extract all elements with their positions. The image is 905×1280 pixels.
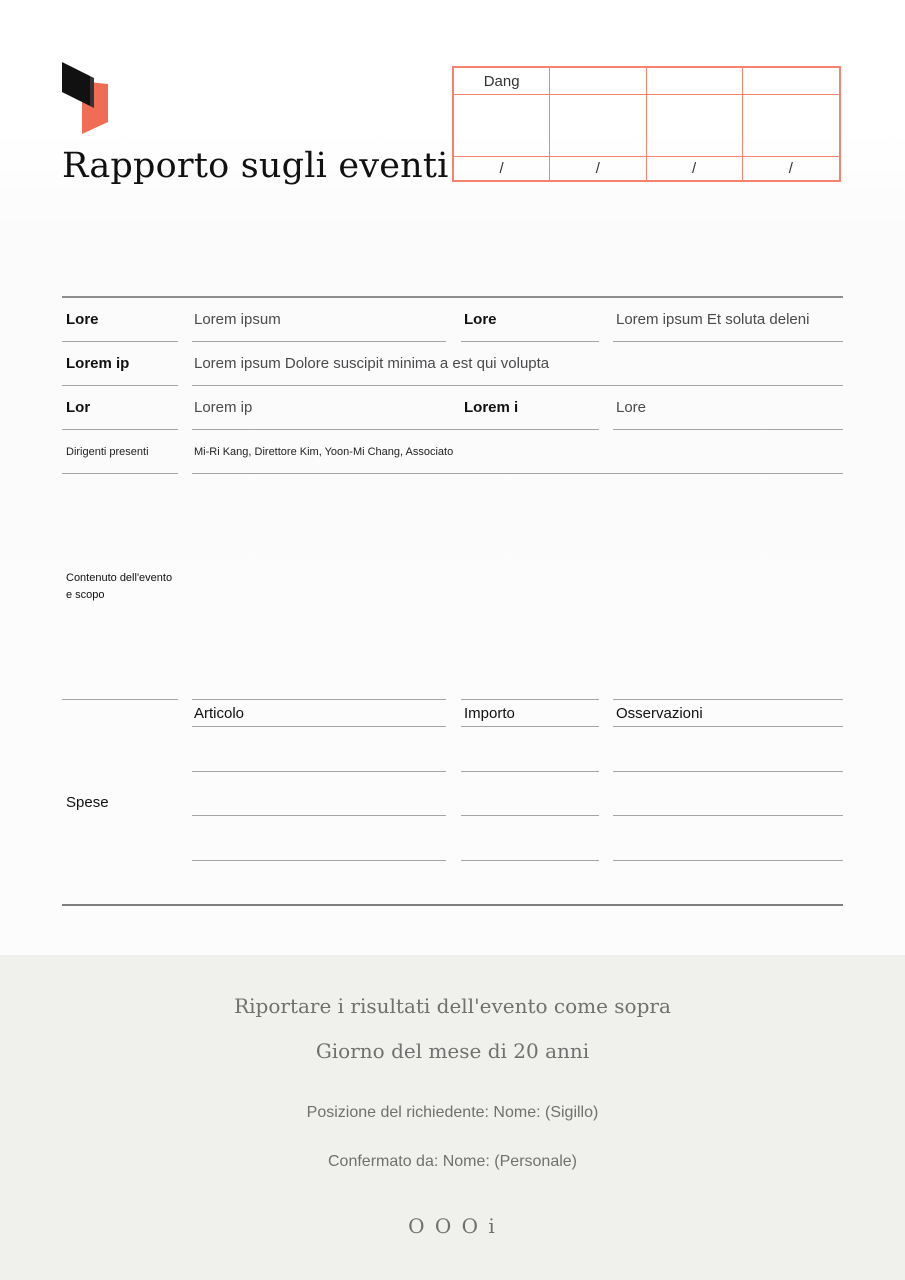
row1-label-right: Lore	[464, 311, 497, 328]
approval-date-4[interactable]: /	[788, 160, 793, 177]
expense-row-line[interactable]	[461, 815, 599, 816]
approval-date-2[interactable]: /	[550, 157, 646, 180]
row1-value-left[interactable]: Lorem ipsum	[194, 311, 281, 328]
expense-column-notes: Osservazioni	[616, 705, 703, 722]
table-top-rule	[62, 296, 843, 298]
divider	[192, 726, 446, 727]
divider	[192, 429, 599, 430]
content-purpose-label-line1: Contenuto dell'evento	[66, 572, 173, 584]
report-statement: Riportare i risultati dell'evento come sopra	[234, 994, 671, 1018]
row3-value-left[interactable]: Lorem ip	[194, 399, 253, 416]
divider	[62, 429, 178, 430]
confirmer-signature-line[interactable]: Confermato da: Nome: (Personale)	[328, 1153, 577, 1170]
divider	[62, 699, 178, 700]
expense-column-amount: Importo	[464, 705, 515, 722]
attendees-value[interactable]: Mi-Ri Kang, Direttore Kim, Yoon-Mi Chang, Associato	[194, 446, 454, 458]
approval-grid	[452, 66, 841, 182]
approval-date-1[interactable]: /	[454, 157, 550, 180]
approval-signature-1[interactable]	[454, 95, 550, 157]
approval-signature-3[interactable]	[647, 95, 743, 157]
expense-row-line[interactable]	[192, 771, 446, 772]
row3-label-right: Lorem i	[464, 399, 519, 416]
approval-header-2	[550, 68, 646, 95]
row3-value-right[interactable]: Lore	[616, 399, 647, 416]
divider	[62, 341, 178, 342]
table-bottom-rule	[62, 904, 843, 906]
expense-column-item: Articolo	[194, 705, 245, 722]
approval-date-3[interactable]: /	[647, 157, 743, 180]
row2-label: Lorem ip	[66, 355, 130, 372]
expense-row-line[interactable]	[461, 771, 599, 772]
expense-row-line[interactable]	[613, 815, 843, 816]
divider	[461, 726, 599, 727]
attendees-label: Dirigenti presenti	[66, 446, 149, 458]
expense-row-line[interactable]	[461, 860, 599, 861]
organization-name: O O O i	[408, 1214, 497, 1238]
divider	[613, 341, 843, 342]
expense-row-line[interactable]	[613, 771, 843, 772]
approval-header-4	[743, 68, 839, 95]
divider	[461, 341, 599, 342]
divider	[613, 429, 843, 430]
divider	[613, 699, 843, 700]
approval-signature-2[interactable]	[550, 95, 646, 157]
expense-row-line[interactable]	[613, 860, 843, 861]
report-date-line[interactable]: Giorno del mese di 20 anni	[315, 1039, 590, 1063]
divider	[192, 473, 843, 474]
divider	[192, 385, 843, 386]
row1-value-right[interactable]: Lorem ipsum Et soluta deleni	[616, 311, 810, 328]
document-title: Rapporto sugli eventi	[62, 146, 449, 186]
approval-header-3	[647, 68, 743, 95]
divider	[192, 699, 446, 700]
expenses-label: Spese	[66, 794, 109, 811]
divider	[62, 473, 178, 474]
divider	[461, 699, 599, 700]
row3-label-left: Lor	[66, 399, 91, 416]
content-purpose-label	[66, 570, 172, 604]
content-purpose-area[interactable]	[192, 480, 843, 695]
row2-value[interactable]: Lorem ipsum Dolore suscipit minima a est qui volupta	[194, 355, 550, 372]
approval-header-1: Dang	[454, 68, 550, 95]
expense-row-line[interactable]	[192, 815, 446, 816]
divider	[62, 385, 178, 386]
signature-footer	[0, 955, 905, 1280]
divider	[613, 726, 843, 727]
content-purpose-label-line2: e scopo	[66, 589, 105, 601]
approval-signature-4[interactable]	[743, 95, 839, 157]
divider	[192, 341, 446, 342]
expense-row-line[interactable]	[192, 860, 446, 861]
applicant-signature-line[interactable]: Posizione del richiedente: Nome: (Sigillo)	[306, 1104, 599, 1121]
company-logo-icon	[60, 62, 110, 134]
row1-label-left: Lore	[66, 311, 99, 328]
